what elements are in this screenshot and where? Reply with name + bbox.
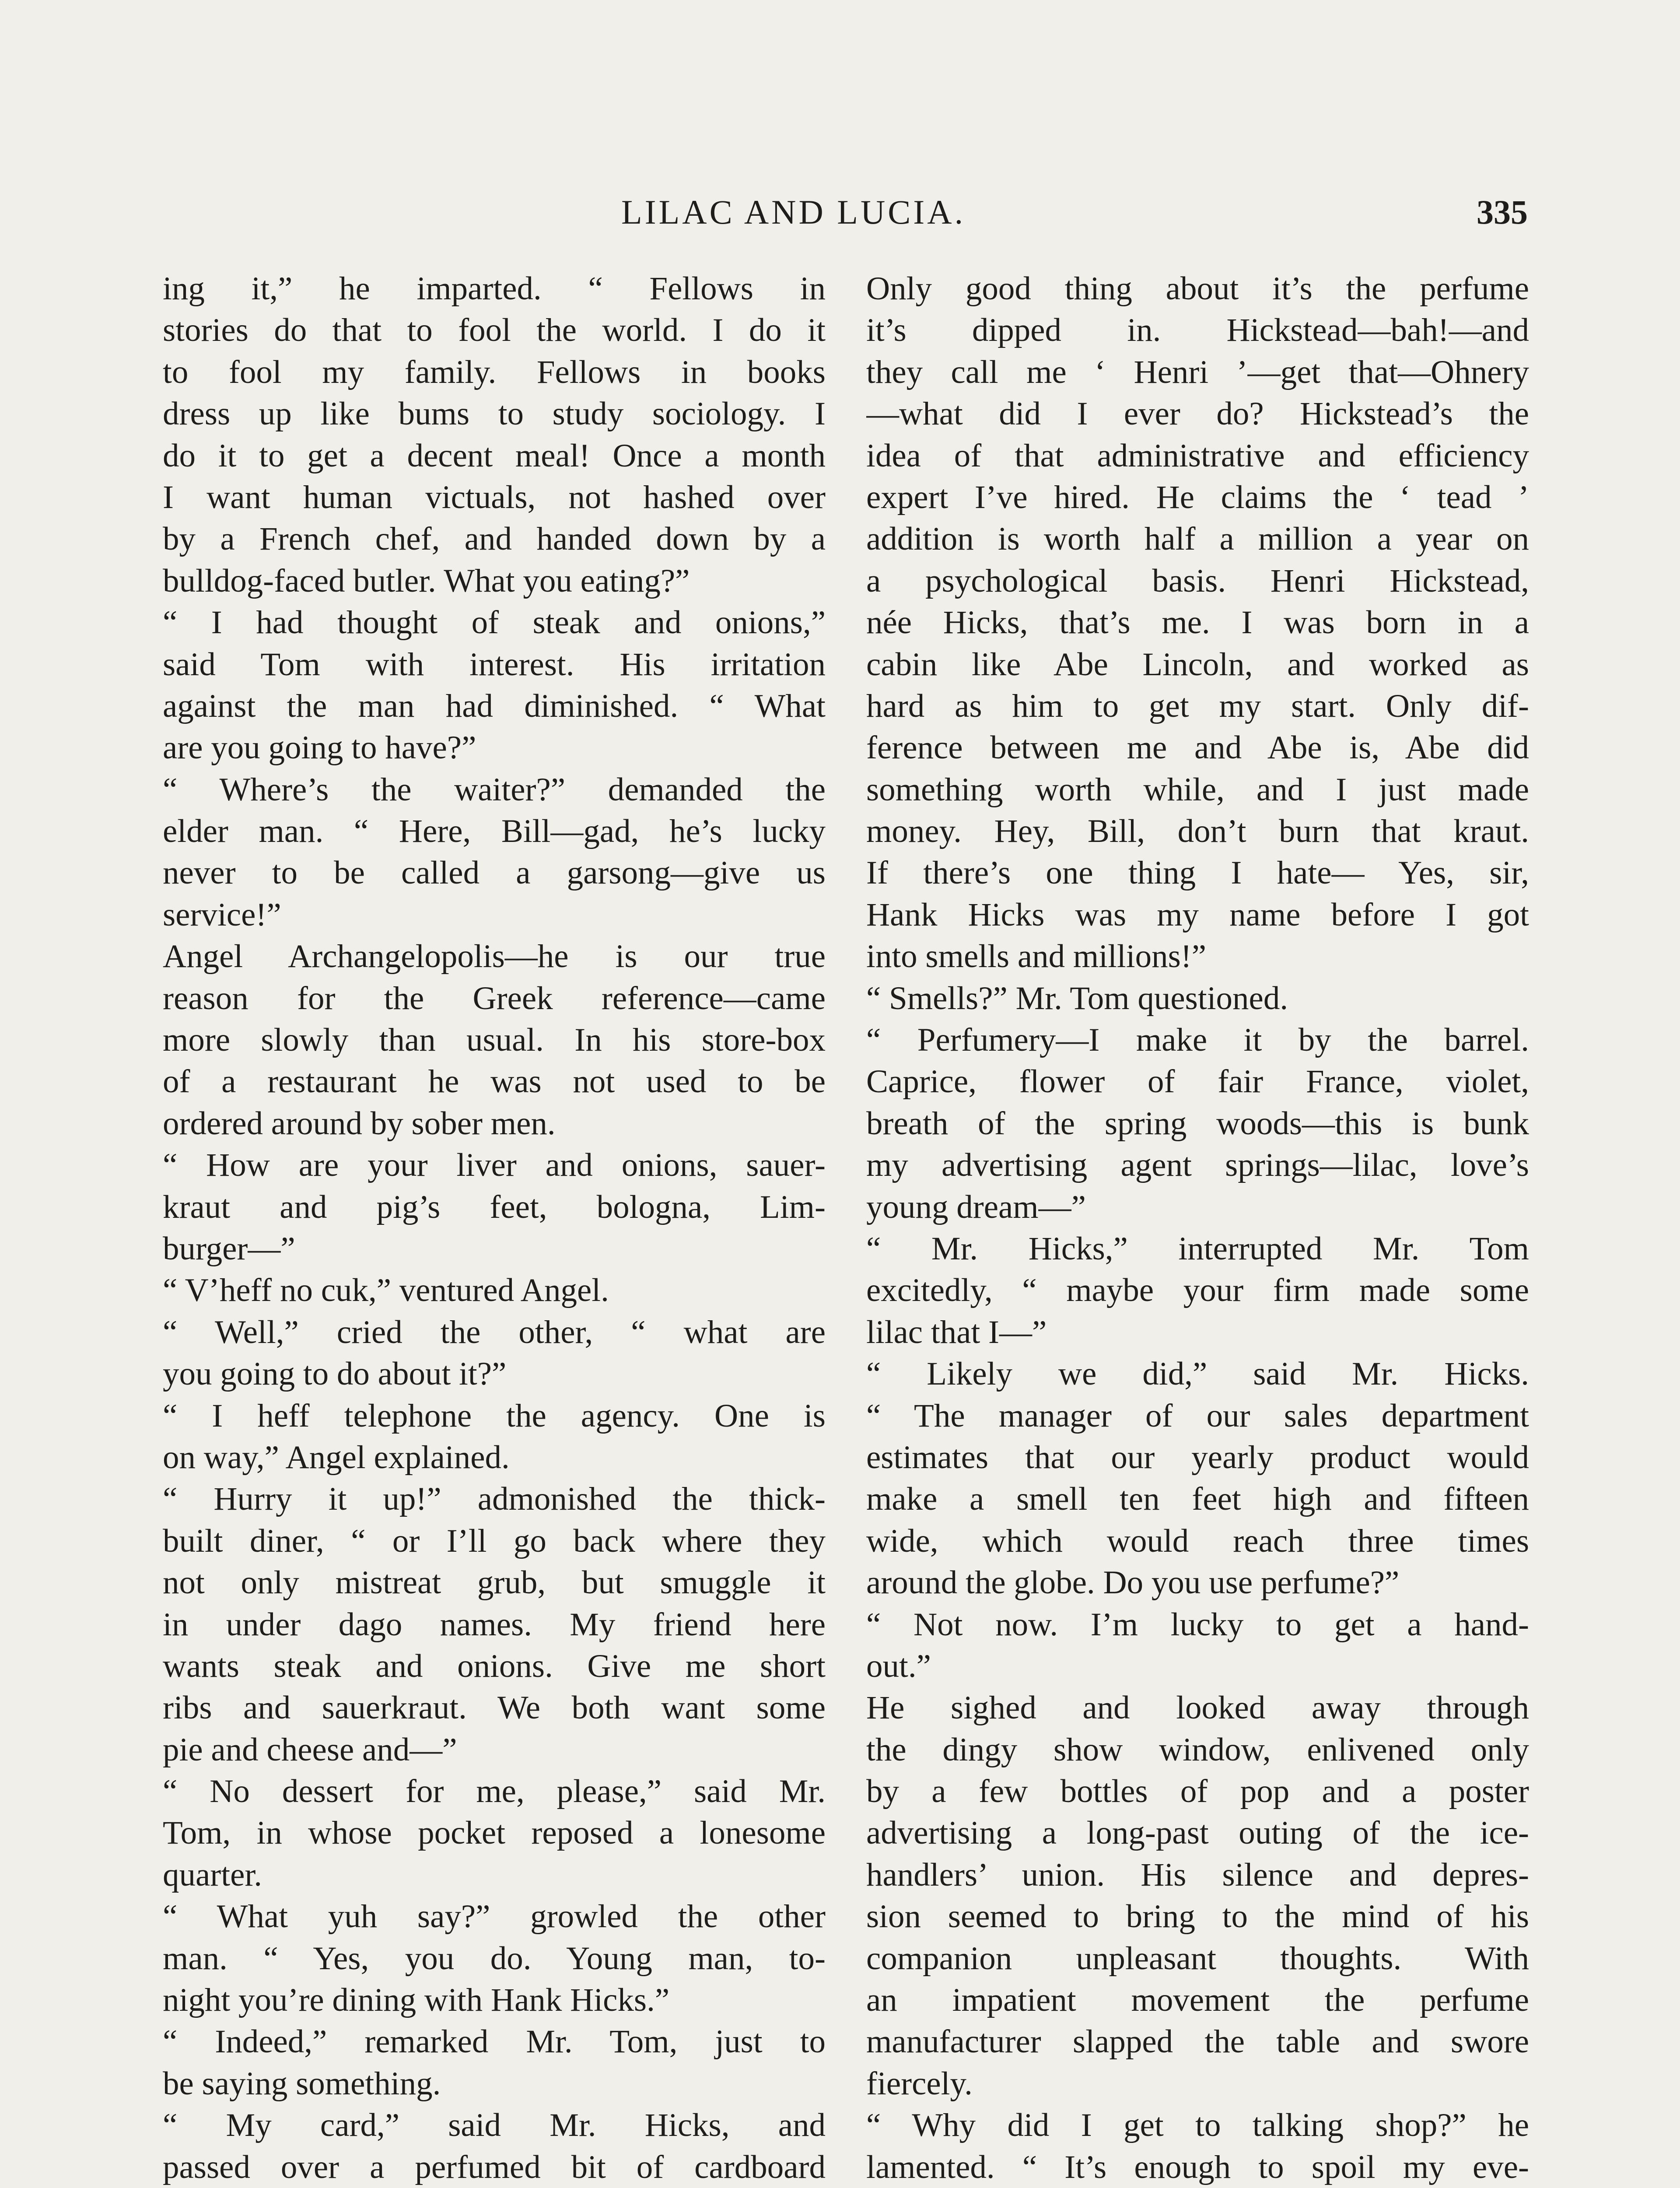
text-line: they call me ‘ Henri ’—get that—Ohnery — [866, 354, 1529, 390]
text-line: “ Why did I get to talking shop?” he — [866, 2107, 1529, 2144]
text-line: bulldog-faced butler. What you eating?” — [163, 562, 690, 599]
text-line: manufacturer slapped the table and swore — [866, 2023, 1529, 2060]
left-text-column — [163, 268, 826, 2188]
text-line: night you’re dining with Hank Hicks.” — [163, 1982, 670, 2019]
text-line: said Tom with interest. His irritation — [163, 646, 826, 683]
text-line: expert I’ve hired. He claims the ‘ tead ’ — [866, 479, 1529, 515]
text-line: in under dago names. My friend here — [163, 1606, 826, 1643]
text-line: excitedly, “ maybe your firm made some — [866, 1272, 1529, 1309]
text-line: “ Mr. Hicks,” interrupted Mr. Tom — [866, 1230, 1529, 1267]
text-line: not only mistreat grub, but smuggle it — [163, 1564, 826, 1601]
text-line: by a French chef, and handed down by a — [163, 521, 826, 558]
text-line: be saying something. — [163, 2065, 441, 2102]
text-line: passed over a perfumed bit of cardboard — [163, 2149, 826, 2185]
text-line: ordered around by sober men. — [163, 1105, 556, 1142]
text-line: lilac that I—” — [866, 1314, 1047, 1350]
text-line: addition is worth half a million a year on — [866, 521, 1529, 558]
text-line: advertising a long-past outing of the ice- — [866, 1815, 1529, 1851]
text-line: do it to get a decent meal! Once a month — [163, 437, 826, 474]
text-line: “ Hurry it up!” admonished the thick- — [163, 1481, 826, 1518]
text-line: “ V’heff no cuk,” ventured Angel. — [163, 1272, 609, 1309]
text-line: If there’s one thing I hate— Yes, sir, — [866, 855, 1529, 891]
text-line: handlers’ union. His silence and depres- — [866, 1856, 1529, 1893]
text-line: pie and cheese and—” — [163, 1731, 457, 1768]
running-head — [0, 188, 1680, 236]
text-line: stories do that to fool the world. I do it — [163, 312, 826, 349]
text-line: sion seemed to bring to the mind of his — [866, 1898, 1529, 1935]
text-line: “ Where’s the waiter?” demanded the — [163, 771, 826, 808]
text-line: dress up like bums to study sociology. I — [163, 396, 826, 432]
text-line: my advertising agent springs—lilac, love’s — [866, 1147, 1529, 1184]
text-line: breath of the spring woods—this is bunk — [866, 1105, 1529, 1142]
right-text-column — [866, 268, 1529, 2188]
text-line: “ Perfumery—I make it by the barrel. — [866, 1022, 1529, 1059]
text-line: it’s dipped in. Hickstead—bah!—and — [866, 312, 1529, 349]
text-line: fiercely. — [866, 2065, 973, 2102]
text-line: Tom, in whose pocket reposed a lonesome — [163, 1815, 826, 1851]
text-line: burger—” — [163, 1230, 295, 1267]
text-line: are you going to have?” — [163, 729, 476, 766]
text-line: on way,” Angel explained. — [163, 1439, 510, 1476]
text-line: He sighed and looked away through — [866, 1690, 1529, 1726]
text-line: built diner, “ or I’ll go back where they — [163, 1522, 826, 1559]
text-line: ribs and sauerkraut. We both want some — [163, 1690, 826, 1726]
text-line: elder man. “ Here, Bill—gad, he’s lucky — [163, 813, 826, 850]
text-line: an impatient movement the perfume — [866, 1982, 1529, 2019]
text-line: young dream—” — [866, 1189, 1086, 1225]
text-line: “ Not now. I’m lucky to get a hand- — [866, 1606, 1529, 1643]
text-line: ference between me and Abe is, Abe did — [866, 729, 1529, 766]
text-line: “ Indeed,” remarked Mr. Tom, just to — [163, 2023, 826, 2060]
text-line: née Hicks, that’s me. I was born in a — [866, 604, 1529, 641]
text-line: Hank Hicks was my name before I got — [866, 896, 1529, 933]
text-line: companion unpleasant thoughts. With — [866, 1940, 1529, 1977]
text-line: cabin like Abe Lincoln, and worked as — [866, 646, 1529, 683]
text-line: against the man had diminished. “ What — [163, 687, 826, 724]
text-line: “ I heff telephone the agency. One is — [163, 1397, 826, 1434]
text-line: “ The manager of our sales department — [866, 1397, 1529, 1434]
text-line: more slowly than usual. In his store-box — [163, 1022, 826, 1059]
text-line: —what did I ever do? Hickstead’s the — [866, 396, 1529, 432]
text-line: lamented. “ It’s enough to spoil my eve- — [866, 2149, 1529, 2185]
text-line: out.” — [866, 1648, 931, 1684]
text-line: “ No dessert for me, please,” said Mr. — [163, 1773, 826, 1810]
text-line: to fool my family. Fellows in books — [163, 354, 826, 390]
text-line: around the globe. Do you use perfume?” — [866, 1564, 1400, 1601]
text-line: hard as him to get my start. Only dif- — [866, 687, 1529, 724]
text-line: reason for the Greek reference—came — [163, 980, 826, 1017]
text-line: of a restaurant he was not used to be — [163, 1063, 826, 1100]
text-line: by a few bottles of pop and a poster — [866, 1773, 1529, 1810]
text-line: “ Smells?” Mr. Tom questioned. — [866, 980, 1288, 1017]
text-line: man. “ Yes, you do. Young man, to- — [163, 1940, 826, 1977]
text-line: Caprice, flower of fair France, violet, — [866, 1063, 1529, 1100]
text-line: idea of that administrative and efficiency — [866, 437, 1529, 474]
text-line: ing it,” he imparted. “ Fellows in — [163, 270, 826, 307]
text-line: “ How are your liver and onions, sauer- — [163, 1147, 826, 1184]
text-line: money. Hey, Bill, don’t burn that kraut. — [866, 813, 1529, 850]
text-line: estimates that our yearly product would — [866, 1439, 1529, 1476]
text-line: service!” — [163, 896, 281, 933]
page-number: 335 — [1477, 193, 1528, 231]
running-title: LILAC AND LUCIA. — [621, 193, 966, 231]
text-line: you going to do about it?” — [163, 1356, 507, 1392]
text-line: into smells and millions!” — [866, 938, 1207, 975]
text-line: kraut and pig’s feet, bologna, Lim- — [163, 1189, 826, 1225]
text-line: “ I had thought of steak and onions,” — [163, 604, 826, 641]
text-line: I want human victuals, not hashed over — [163, 479, 826, 515]
text-line: wide, which would reach three times — [866, 1522, 1529, 1559]
text-line: “ Well,” cried the other, “ what are — [163, 1314, 826, 1350]
text-line: “ Likely we did,” said Mr. Hicks. — [866, 1356, 1529, 1392]
text-line: a psychological basis. Henri Hickstead, — [866, 562, 1529, 599]
text-line: Only good thing about it’s the perfume — [866, 270, 1529, 307]
text-line: “ What yuh say?” growled the other — [163, 1898, 826, 1935]
text-line: “ My card,” said Mr. Hicks, and — [163, 2107, 826, 2144]
text-line: something worth while, and I just made — [866, 771, 1529, 808]
text-line: quarter. — [163, 1856, 262, 1893]
text-line: wants steak and onions. Give me short — [163, 1648, 826, 1684]
text-line: make a smell ten feet high and fifteen — [866, 1481, 1529, 1518]
text-line: Angel Archangelopolis—he is our true — [163, 938, 826, 975]
text-line: never to be called a garsong—give us — [163, 855, 826, 891]
text-line: the dingy show window, enlivened only — [866, 1731, 1529, 1768]
